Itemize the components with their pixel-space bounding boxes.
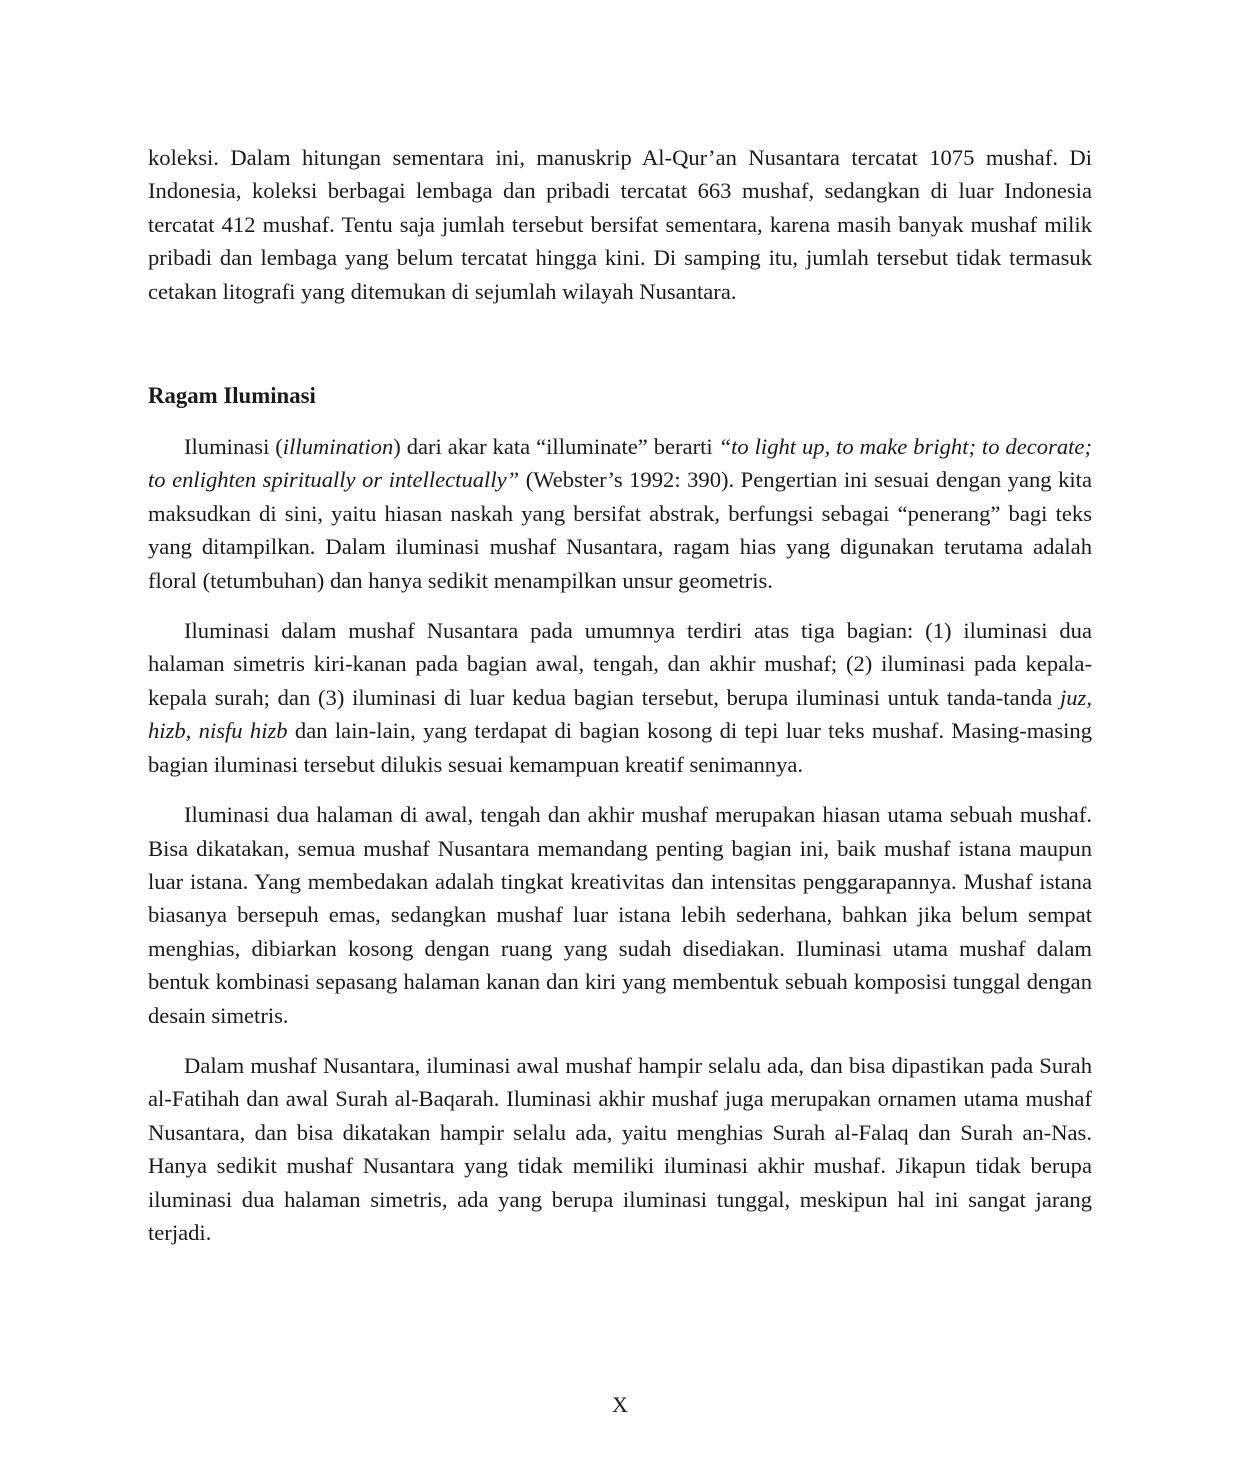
page-body bbox=[148, 141, 1092, 1249]
section-heading: Ragam Iluminasi bbox=[148, 383, 316, 409]
paragraph-begin-end-illumination: Dalam mushaf Nusantara, iluminasi awal mushaf hampir selalu ada, dan bisa dipastikan pada Surah al-Fatihah dan awal Surah al-Baqarah. Iluminasi akhir mushaf juga merupakan ornamen utama mushaf Nusantara, dan bisa dikatakan hampir selalu ada, yaitu menghias Surah al-Falaq dan Surah an-Nas. Hanya sedikit mushaf Nusantara yang tidak memiliki iluminasi akhir mushaf. Jikapun tidak berupa iluminasi dua halaman simetris, ada yang berupa iluminasi tunggal, meskipun hal ini sangat jarang terjadi. bbox=[148, 1052, 1092, 1245]
text-run: ) dari akar kata “illuminate” berarti bbox=[393, 434, 719, 460]
text-run: dan lain-lain, yang terdapat di bagian kosong di tepi luar teks mushaf. Masing-masing bagian iluminasi tersebut dilukis sesuai kemampuan kreatif senimannya. bbox=[148, 718, 1092, 777]
italic-term: illumination bbox=[282, 434, 394, 460]
italic-terms: juz, hizb, nisfu hizb bbox=[148, 684, 1092, 744]
text-run: Iluminasi ( bbox=[184, 434, 283, 460]
page-number: X bbox=[612, 1392, 628, 1417]
paragraph-illumination-definition bbox=[148, 430, 1092, 597]
paragraph-two-page-illumination: Iluminasi dua halaman di awal, tengah dan akhir mushaf merupakan hiasan utama sebuah mushaf. Bisa dikatakan, semua mushaf Nusantara memandang penting bagian ini, baik mushaf istana maupun luar istana. Yang membedakan adalah tingkat kreativitas dan intensitas penggarapannya. Mushaf istana biasanya bersepuh emas, sedangkan mushaf luar istana lebih sederhana, bahkan jika belum sempat menghias, dibiarkan kosong dengan ruang yang sudah disediakan. Iluminasi utama mushaf dalam bentuk kombinasi sepasang halaman kanan dan kiri yang membentuk sebuah komposisi tunggal dengan desain simetris. bbox=[148, 802, 1092, 1028]
text-run: (Webster’s 1992: 390). Pengertian ini sesuai dengan yang kita maksudkan di sini, yaitu hiasan naskah yang bersifat abstrak, berfungsi sebagai “penerang” bagi teks yang ditampilkan. Dalam iluminasi mushaf Nusantara, ragam hias yang digunakan terutama adalah floral (tetumbuhan) dan hanya sedikit menampilkan unsur geometris. bbox=[148, 467, 1092, 593]
italic-quote: “to light up, to make bright; to decorate; to enlighten spiritually or intellectually” bbox=[148, 434, 1092, 493]
paragraph-three-parts bbox=[148, 614, 1092, 781]
paragraph-continued: koleksi. Dalam hitungan sementara ini, manuskrip Al-Qur’an Nusantara tercatat 1075 mushaf. Di Indonesia, koleksi berbagai lembaga dan pribadi tercatat 663 mushaf, sedangkan di luar Indonesia tercatat 412 mushaf. Tentu saja jumlah tersebut bersifat sementara, karena masih banyak mushaf milik pribadi dan lembaga yang belum tercatat hingga kini. Di samping itu, jumlah tersebut tidak termasuk cetakan litografi yang ditemukan di sejumlah wilayah Nusantara. bbox=[148, 145, 1092, 304]
text-run: Iluminasi dalam mushaf Nusantara pada umumnya terdiri atas tiga bagian: (1) iluminasi dua halaman simetris kiri-kanan pada bagian awal, tengah, dan akhir mushaf; (2) iluminasi pada kepala-kepala surah; dan (3) iluminasi di luar kedua bagian tersebut, berupa iluminasi untuk tanda-tanda bbox=[148, 618, 1092, 710]
